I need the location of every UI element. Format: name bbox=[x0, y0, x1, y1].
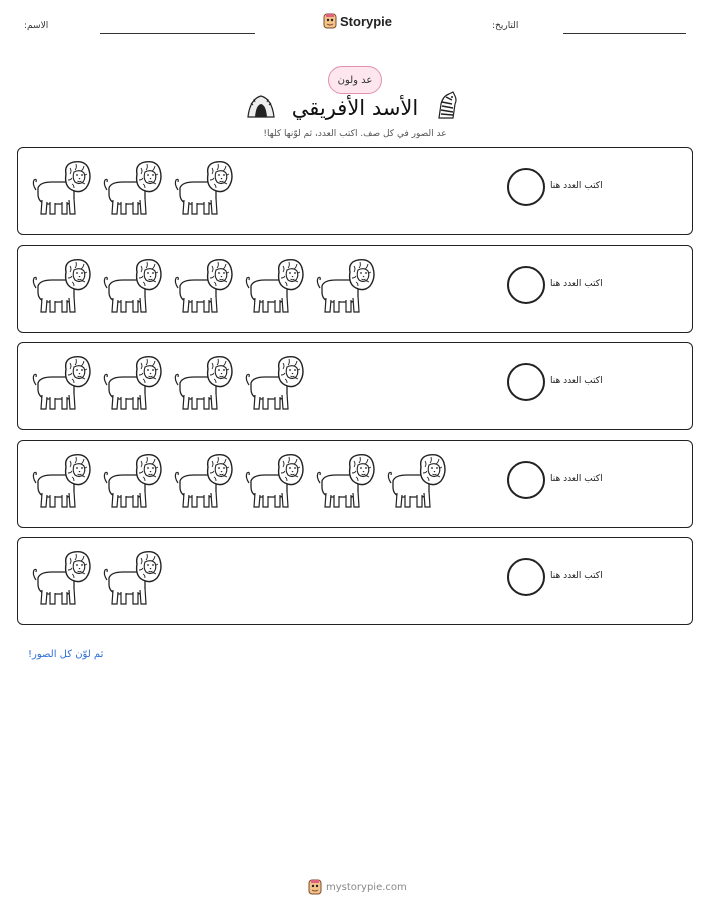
answer-circle[interactable] bbox=[507, 266, 545, 304]
counting-row bbox=[17, 147, 693, 235]
footer-note: ثم لوّن كل الصور! bbox=[28, 649, 104, 660]
page-title: الأسد الأفريقي bbox=[291, 96, 419, 120]
lion-icon bbox=[101, 258, 163, 316]
date-label: التاريخ: bbox=[492, 21, 519, 31]
site-footer bbox=[308, 879, 407, 895]
lion-icon bbox=[172, 258, 234, 316]
answer-circle[interactable] bbox=[507, 363, 545, 401]
lion-icon bbox=[101, 453, 163, 511]
lion-icon bbox=[314, 258, 376, 316]
counting-row bbox=[17, 440, 693, 528]
lion-icon bbox=[172, 355, 234, 413]
counting-row bbox=[17, 245, 693, 333]
lion-icon bbox=[101, 550, 163, 608]
site-url[interactable]: mystorypie.com bbox=[326, 881, 407, 893]
logo-text: Storypie bbox=[340, 13, 393, 29]
activity-badge: عد ولون bbox=[328, 66, 382, 94]
lion-icon bbox=[30, 160, 92, 218]
lion-icon bbox=[314, 453, 376, 511]
counting-row bbox=[17, 342, 693, 430]
lion-icon bbox=[243, 355, 305, 413]
lion-icon bbox=[243, 258, 305, 316]
write-number-label: اكتب العدد هنا bbox=[550, 473, 603, 484]
lion-icon bbox=[172, 453, 234, 511]
lion-icon bbox=[172, 160, 234, 218]
answer-circle[interactable] bbox=[507, 461, 545, 499]
write-number-label: اكتب العدد هنا bbox=[550, 278, 603, 289]
cave-icon bbox=[246, 93, 276, 119]
lion-icon bbox=[101, 160, 163, 218]
counting-row bbox=[17, 537, 693, 625]
write-number-label: اكتب العدد هنا bbox=[550, 376, 603, 386]
lion-icon bbox=[101, 355, 163, 413]
lion-icon bbox=[243, 453, 305, 511]
answer-circle[interactable] bbox=[507, 168, 545, 206]
lion-icon bbox=[30, 355, 92, 413]
storypie-mascot-icon bbox=[308, 879, 322, 895]
name-line[interactable] bbox=[100, 33, 255, 34]
answer-circle[interactable] bbox=[507, 558, 545, 596]
name-label: الاسم: bbox=[24, 21, 49, 31]
lion-icon bbox=[30, 453, 92, 511]
instructions: عد الصور في كل صف. اكتب العدد، ثم لوّنها كلها! bbox=[263, 129, 447, 139]
storypie-logo bbox=[323, 13, 392, 29]
storypie-mascot-icon bbox=[323, 13, 337, 29]
lion-icon bbox=[30, 550, 92, 608]
date-line[interactable] bbox=[563, 33, 686, 34]
zebra-icon bbox=[433, 90, 463, 120]
write-number-label: اكتب العدد هنا bbox=[550, 571, 603, 581]
write-number-label: اكتب العدد هنا bbox=[550, 181, 603, 191]
lion-icon bbox=[30, 258, 92, 316]
lion-icon bbox=[385, 453, 447, 511]
